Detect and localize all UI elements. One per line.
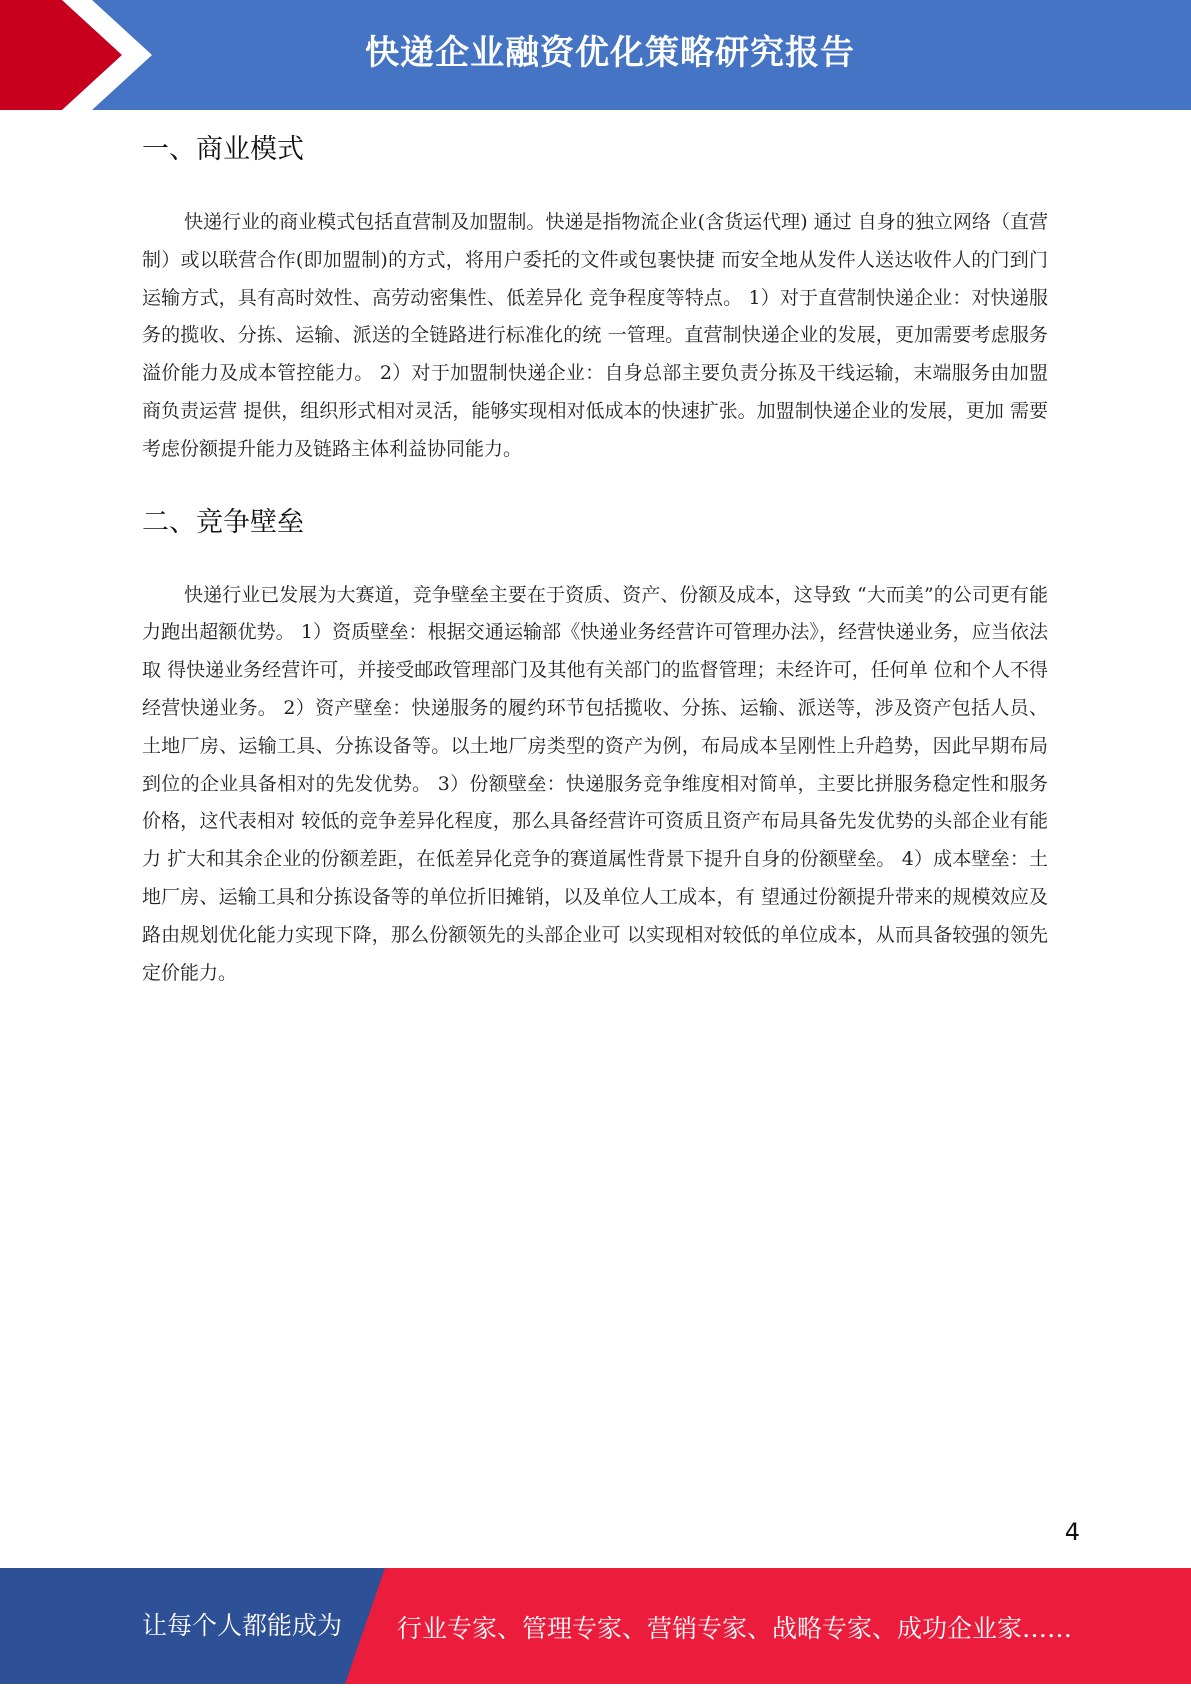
main-content [142, 128, 1048, 992]
report-title: 快递企业融资优化策略研究报告 [365, 33, 855, 73]
footer-slogan-left: 让每个人都能成为 [142, 1611, 343, 1640]
section-heading: 二、竞争壁垒 [142, 506, 304, 538]
section-competitive-barriers [142, 501, 1048, 993]
section-heading: 一、商业模式 [142, 134, 304, 165]
footer-slogan-right: 行业专家、管理专家、营销专家、战略专家、成功企业家…… [397, 1614, 1073, 1643]
section-paragraph: 快递行业的商业模式包括直营制及加盟制。快递是指物流企业(含货运代理) 通过 自身的独立网络（直营制）或以联营合作(即加盟制)的方式，将用户委托的文件或包裹快捷 而安全地从发件人送达收件人的门到门运输方式，具有高时效性、高劳动密集性、低差异化 竞争程度等特点。 1）对于直营制快递企业：对快递服务的揽收、分拣、运输、派送的全链路进行标准化的统 一管理。直营制快递企业的发展，更加需要考虑服务溢价能力及成本管控能力。 2）对于加盟制快递企业：自身总部主要负责分拣及干线运输，末端服务由加盟商负责运营 提供，组织形式相对灵活，能够实现相对低成本的快速扩张。加盟制快递企业的发展，更加 需要考虑份额提升能力及链路主体利益协同能力。 [142, 211, 1048, 460]
footer-banner [0, 1568, 1191, 1684]
section-business-model [142, 128, 1048, 469]
section-paragraph: 快递行业已发展为大赛道，竞争壁垒主要在于资质、资产、份额及成本，这导致 “大而美”的公司更有能力跑出超额优势。 1）资质壁垒：根据交通运输部《快递业务经营许可管理办法》，经营快递业务，应当依法取 得快递业务经营许可，并接受邮政管理部门及其他有关部门的监督管理；未经许可，任何单 位和个人不得经营快递业务。 2）资产壁垒：快递服务的履约环节包括揽收、分拣、运输、派送等，涉及资产包括人员、 土地厂房、运输工具、分拣设备等。以土地厂房类型的资产为例，布局成本呈刚性上升趋势，因此早期布局到位的企业具备相对的先发优势。 3）份额壁垒：快递服务竞争维度相对简单，主要比拼服务稳定性和服务价格，这代表相对 较低的竞争差异化程度，那么具备经营许可资质且资产布局具备先发优势的头部企业有能力 扩大和其余企业的份额差距，在低差异化竞争的赛道属性背景下提升自身的份额壁垒。 4）成本壁垒：土地厂房、运输工具和分拣设备等的单位折旧摊销，以及单位人工成本，有 望通过份额提升带来的规模效应及路由规划优化能力实现下降，那么份额领先的头部企业可 以实现相对较低的单位成本，从而具备较强的领先定价能力。 [142, 583, 1048, 984]
header-banner [0, 0, 1191, 110]
page-number: 4 [1064, 1518, 1080, 1546]
